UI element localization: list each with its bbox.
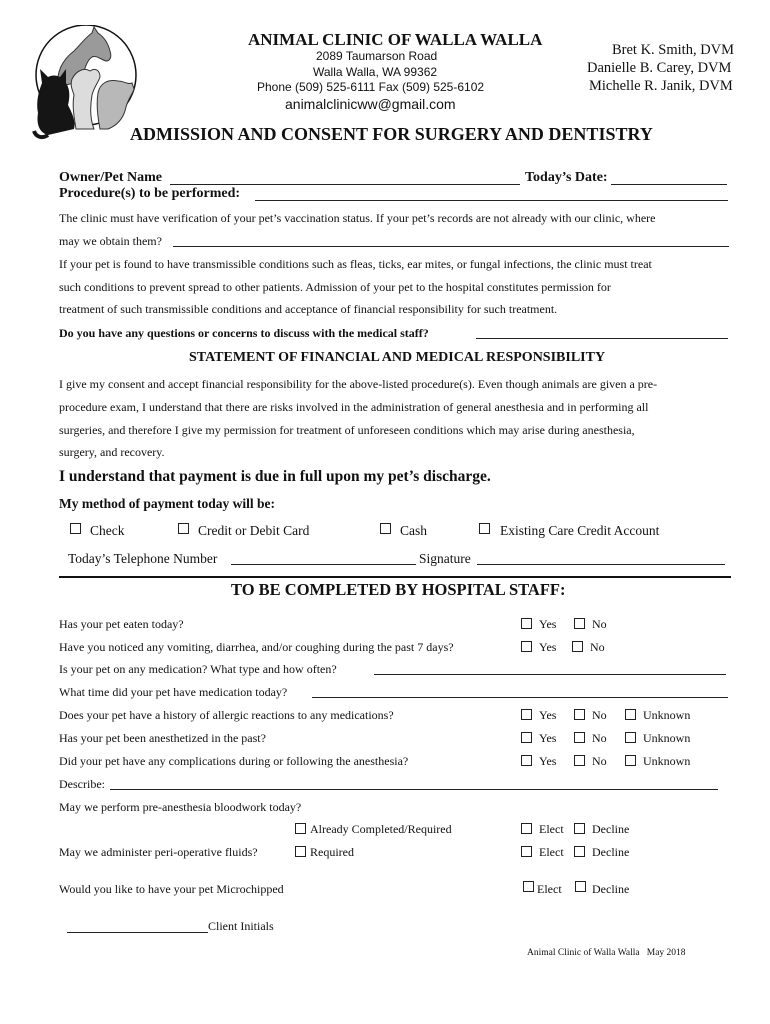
- anesthetized-no-label: No: [592, 731, 607, 745]
- clinic-phone-fax: Phone (509) 525-6111 Fax (509) 525-6102: [257, 80, 485, 94]
- bloodwork-elect-checkbox[interactable]: [521, 823, 532, 834]
- q-complications: Did your pet have any complications during or following the anesthesia?: [59, 754, 409, 768]
- q-med-time: What time did your pet have medication today?: [59, 685, 288, 699]
- section-divider: [59, 576, 731, 578]
- q-vomiting: Have you noticed any vomiting, diarrhea, and/or coughing during the past 7 days?: [59, 640, 454, 654]
- staff-heading: TO BE COMPLETED BY HOSPITAL STAFF:: [231, 580, 566, 599]
- client-initials-field[interactable]: [67, 920, 208, 933]
- records-location-field[interactable]: [173, 234, 729, 247]
- payment-due-text: I understand that payment is due in full upon my pet’s discharge.: [59, 468, 491, 485]
- fluids-decline-label: Decline: [592, 845, 630, 859]
- complications-yes-label: Yes: [539, 754, 557, 768]
- anesthetized-yes-label: Yes: [539, 731, 557, 745]
- vomiting-yes-checkbox[interactable]: [521, 641, 532, 652]
- allergy-unknown-checkbox[interactable]: [625, 709, 636, 720]
- bloodwork-elect-label: Elect: [539, 822, 564, 836]
- doctor-3: Michelle R. Janik, DVM: [589, 78, 733, 94]
- cash-label: Cash: [400, 523, 427, 538]
- doctor-2: Danielle B. Carey, DVM: [587, 60, 732, 76]
- allergy-no-label: No: [592, 708, 607, 722]
- q-bloodwork: May we perform pre-anesthesia bloodwork today?: [59, 800, 302, 814]
- q-microchip: Would you like to have your pet Microchipped: [59, 882, 284, 896]
- signature-label: Signature: [419, 551, 471, 566]
- care-credit-label: Existing Care Credit Account: [500, 523, 660, 538]
- q-allergy: Does your pet have a history of allergic reactions to any medications?: [59, 708, 394, 722]
- transmissible-text-3: treatment of such transmissible conditions and acceptance of financial responsibility for such treatment.: [59, 302, 558, 316]
- clinic-address-line2: Walla Walla, WA 99362: [313, 65, 438, 79]
- anesthetized-unknown-label: Unknown: [643, 731, 691, 745]
- telephone-field[interactable]: [231, 552, 416, 565]
- microchip-elect-label: Elect: [537, 882, 562, 896]
- bloodwork-decline-label: Decline: [592, 822, 630, 836]
- complications-no-label: No: [592, 754, 607, 768]
- procedures-label: Procedure(s) to be performed:: [59, 186, 241, 201]
- fluids-decline-checkbox[interactable]: [574, 846, 585, 857]
- statement-heading: STATEMENT OF FINANCIAL AND MEDICAL RESPONSIBILITY: [189, 350, 606, 365]
- form-title: ADMISSION AND CONSENT FOR SURGERY AND DENTISTRY: [130, 124, 653, 144]
- fluids-required-label: Required: [310, 845, 354, 859]
- vaccination-text-1: The clinic must have verification of your pet’s vaccination status. If your pet’s records are not already with our clinic, where: [59, 211, 656, 225]
- questions-label: Do you have any questions or concerns to discuss with the medical staff?: [59, 326, 429, 340]
- vomiting-no-checkbox[interactable]: [572, 641, 583, 652]
- statement-line-4: surgery, and recovery.: [59, 445, 165, 459]
- questions-field[interactable]: [476, 326, 728, 339]
- anesthetized-no-checkbox[interactable]: [574, 732, 585, 743]
- todays-date-label: Today’s Date:: [525, 170, 608, 185]
- card-label: Credit or Debit Card: [198, 523, 310, 538]
- telephone-label: Today’s Telephone Number: [68, 551, 218, 566]
- allergy-no-checkbox[interactable]: [574, 709, 585, 720]
- clinic-email: animalclinicww@gmail.com: [285, 96, 456, 112]
- transmissible-text-1: If your pet is found to have transmissible conditions such as fleas, ticks, ear mites, or fungal infections, the clinic must treat: [59, 257, 652, 271]
- check-label: Check: [90, 523, 125, 538]
- todays-date-field[interactable]: [611, 172, 727, 185]
- complications-yes-checkbox[interactable]: [521, 755, 532, 766]
- microchip-decline-checkbox[interactable]: [575, 881, 586, 892]
- procedures-field[interactable]: [255, 188, 728, 201]
- allergy-yes-label: Yes: [539, 708, 557, 722]
- fluids-elect-label: Elect: [539, 845, 564, 859]
- eaten-no-label: No: [592, 617, 607, 631]
- owner-pet-label: Owner/Pet Name: [59, 170, 163, 185]
- fluids-required-checkbox[interactable]: [295, 846, 306, 857]
- medication-field[interactable]: [374, 662, 726, 675]
- fluids-elect-checkbox[interactable]: [521, 846, 532, 857]
- bloodwork-completed-label: Already Completed/Required: [310, 822, 452, 836]
- microchip-elect-checkbox[interactable]: [523, 881, 534, 892]
- eaten-yes-checkbox[interactable]: [521, 618, 532, 629]
- payment-method-label: My method of payment today will be:: [59, 496, 275, 511]
- vaccination-text-2: may we obtain them?: [59, 234, 162, 248]
- anesthetized-unknown-checkbox[interactable]: [625, 732, 636, 743]
- clinic-name: ANIMAL CLINIC OF WALLA WALLA: [248, 30, 543, 49]
- microchip-decline-label: Decline: [592, 882, 630, 896]
- footer-text: Animal Clinic of Walla Walla May 2018: [527, 948, 686, 958]
- describe-field[interactable]: [110, 777, 718, 790]
- owner-pet-field[interactable]: [170, 172, 520, 185]
- check-checkbox[interactable]: [70, 523, 81, 534]
- allergy-yes-checkbox[interactable]: [521, 709, 532, 720]
- anesthetized-yes-checkbox[interactable]: [521, 732, 532, 743]
- vomiting-yes-label: Yes: [539, 640, 557, 654]
- clinic-logo: [28, 25, 138, 140]
- q-medication: Is your pet on any medication? What type and how often?: [59, 662, 337, 676]
- eaten-no-checkbox[interactable]: [574, 618, 585, 629]
- client-initials-label: Client Initials: [208, 919, 274, 933]
- bloodwork-completed-checkbox[interactable]: [295, 823, 306, 834]
- q-eaten: Has your pet eaten today?: [59, 617, 184, 631]
- eaten-yes-label: Yes: [539, 617, 557, 631]
- statement-line-2: procedure exam, I understand that there are risks involved in the administration of general anesthesia and in performing all: [59, 400, 649, 414]
- care-credit-checkbox[interactable]: [479, 523, 490, 534]
- med-time-field[interactable]: [312, 685, 728, 698]
- doctor-1: Bret K. Smith, DVM: [612, 42, 735, 58]
- transmissible-text-2: such conditions to prevent spread to other patients. Admission of your pet to the hospital constitutes permission for: [59, 280, 611, 294]
- statement-line-3: surgeries, and therefore I give my permission for treatment of unforeseen conditions which may arise during anesthesia,: [59, 423, 635, 437]
- cash-checkbox[interactable]: [380, 523, 391, 534]
- vomiting-no-label: No: [590, 640, 605, 654]
- statement-line-1: I give my consent and accept financial responsibility for the above-listed procedure(s). Even though animals are given a pre-: [59, 377, 658, 391]
- allergy-unknown-label: Unknown: [643, 708, 691, 722]
- complications-unknown-checkbox[interactable]: [625, 755, 636, 766]
- complications-unknown-label: Unknown: [643, 754, 691, 768]
- clinic-address-line1: 2089 Taumarson Road: [316, 49, 438, 63]
- q-fluids: May we administer peri-operative fluids?: [59, 845, 258, 859]
- describe-label: Describe:: [59, 777, 105, 791]
- bloodwork-decline-checkbox[interactable]: [574, 823, 585, 834]
- complications-no-checkbox[interactable]: [574, 755, 585, 766]
- card-checkbox[interactable]: [178, 523, 189, 534]
- q-anesthetized: Has your pet been anesthetized in the past?: [59, 731, 266, 745]
- signature-field[interactable]: [477, 552, 725, 565]
